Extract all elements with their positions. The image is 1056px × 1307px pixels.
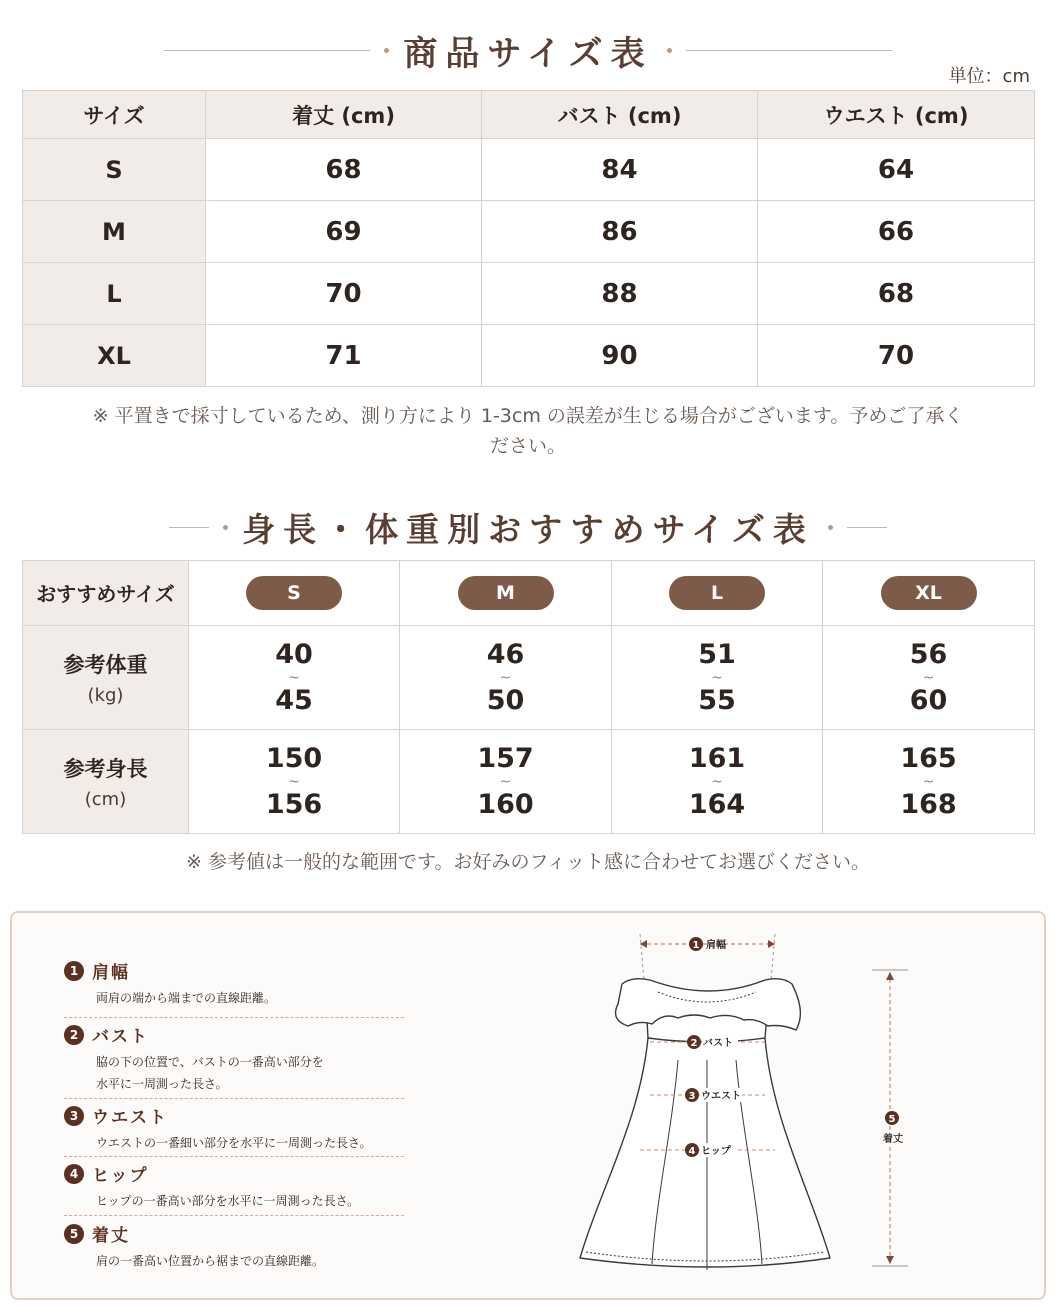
- size-pill: XL: [881, 576, 977, 610]
- number-badge: 3: [64, 1106, 84, 1126]
- badge-number: 1: [692, 940, 700, 951]
- range-min: 51: [698, 638, 736, 670]
- unit-label: 単位：cm: [948, 66, 1030, 87]
- waist-cell: 64: [758, 139, 1035, 201]
- size-table: [22, 90, 1035, 387]
- range-min: 165: [900, 742, 957, 774]
- recommend-header-label: おすすめサイズ: [36, 582, 175, 606]
- badge-number: 4: [688, 1146, 696, 1157]
- guide-item-desc-line: 水平に一周測った長さ。: [96, 1077, 228, 1091]
- weight-range-cell: [400, 626, 612, 730]
- guide-item-length: [64, 1221, 404, 1272]
- range-min: 157: [477, 742, 534, 774]
- length-cell: 68: [206, 139, 482, 201]
- guide-item-desc: 肩の一番高い位置から裾までの直線距離。: [96, 1254, 325, 1268]
- size-pill-cell: [823, 561, 1035, 626]
- dress-outline: [580, 979, 830, 1267]
- range-max: 160: [477, 788, 534, 820]
- size-chart-note-line1: ※ 平置きで採寸しているため、測り方により 1-3cm の誤差が生じる場合がございます。予めご了承く: [92, 405, 964, 427]
- size-table-header-row: [23, 91, 1035, 139]
- tilde-glyph: ~: [499, 773, 512, 790]
- range-min: 40: [275, 638, 313, 670]
- title-divider-right: [847, 527, 887, 528]
- weight-label-cell: [23, 626, 189, 730]
- title-divider-left: [169, 527, 209, 528]
- tilde-glyph: ~: [288, 773, 300, 790]
- range-max: 60: [909, 684, 948, 716]
- recommend-header-label-cell: [23, 561, 189, 626]
- size-chart-note: [40, 401, 1016, 461]
- recommend-title: 身長・体重別おすすめサイズ表: [242, 510, 814, 549]
- recommend-note: ※ 参考値は一般的な範囲です。お好みのフィット感に合わせてお選びください。: [186, 851, 870, 873]
- tilde-glyph: ~: [711, 669, 723, 686]
- title-divider-right: [686, 50, 892, 51]
- tilde-glyph: ~: [499, 669, 512, 686]
- size-pill: L: [669, 576, 765, 610]
- bust-cell: 88: [482, 263, 758, 325]
- diagram-label-bust: バスト: [703, 1038, 733, 1049]
- badge-number: 3: [688, 1091, 696, 1102]
- size-chart-note-line2: ださい。: [489, 435, 566, 457]
- recommend-table: [22, 560, 1035, 834]
- weight-unit: (kg): [87, 685, 124, 706]
- diagram-label-shoulder: 肩幅: [706, 940, 726, 951]
- guide-item-hip: [64, 1161, 404, 1212]
- dress-diagram: [560, 920, 940, 1290]
- range-max: 50: [486, 684, 525, 716]
- title-dot: [667, 48, 672, 53]
- title-dot: [384, 48, 389, 53]
- guide-item-title: ヒップ: [92, 1166, 149, 1186]
- number-badge: 5: [64, 1224, 84, 1244]
- range-min: 56: [909, 638, 948, 670]
- number-badge: 4: [64, 1164, 84, 1184]
- recommend-title-row: [0, 504, 1056, 551]
- header-cell: ウエスト (cm): [758, 91, 1035, 139]
- height-range-cell: [400, 730, 612, 834]
- waist-cell: 70: [758, 325, 1035, 387]
- table-row: [23, 263, 1035, 325]
- header-cell: 着丈 (cm): [206, 91, 482, 139]
- guide-item-title: ウエスト: [92, 1108, 168, 1128]
- range-max: 55: [698, 684, 736, 716]
- height-range-cell: [189, 730, 400, 834]
- weight-range-cell: [612, 626, 823, 730]
- table-row: [23, 626, 1035, 730]
- size-pill-cell: [400, 561, 612, 626]
- height-label-cell: [23, 730, 189, 834]
- range-max: 164: [688, 788, 746, 820]
- header-cell: サイズ: [23, 91, 206, 139]
- table-row: [23, 201, 1035, 263]
- guide-item-desc: ウエストの一番細い部分を水平に一周測った長さ。: [96, 1136, 372, 1150]
- header-cell: バスト (cm): [482, 91, 758, 139]
- guide-item-desc: ヒップの一番高い部分を水平に一周測った長さ。: [96, 1194, 360, 1208]
- diagram-label-length: 着丈: [883, 1134, 903, 1145]
- bust-cell: 86: [482, 201, 758, 263]
- tilde-glyph: ~: [922, 773, 935, 790]
- guide-item-desc-line: 脇の下の位置で、バストの一番高い部分を: [96, 1055, 324, 1069]
- guide-divider: [64, 1215, 404, 1216]
- height-label: 参考身長: [63, 757, 148, 781]
- size-chart-title: 商品サイズ表: [403, 34, 653, 74]
- size-cell: L: [23, 263, 206, 325]
- title-dot: [828, 525, 833, 530]
- range-min: 46: [486, 638, 525, 670]
- length-measure: [872, 970, 908, 1266]
- range-min: 161: [688, 742, 746, 774]
- size-cell: XL: [23, 325, 206, 387]
- bust-cell: 84: [482, 139, 758, 201]
- length-cell: 69: [206, 201, 482, 263]
- guide-item-desc: [96, 1051, 404, 1095]
- guide-divider: [64, 1098, 404, 1099]
- weight-label: 参考体重: [63, 653, 148, 677]
- length-cell: 71: [206, 325, 482, 387]
- range-min: 150: [265, 742, 323, 774]
- badge-number: 5: [888, 1114, 896, 1125]
- size-pill: M: [458, 576, 554, 610]
- size-pill-cell: [612, 561, 823, 626]
- length-cell: 70: [206, 263, 482, 325]
- guide-item-title: 着丈: [92, 1226, 130, 1246]
- waist-cell: 66: [758, 201, 1035, 263]
- range-max: 45: [275, 684, 313, 716]
- number-badge: 1: [64, 961, 84, 981]
- badge-number: 2: [690, 1038, 698, 1049]
- diagram-label-waist: ウエスト: [701, 1091, 741, 1102]
- table-row: [23, 730, 1035, 834]
- size-chart-title-row: [0, 26, 1056, 75]
- guide-divider: [64, 1017, 404, 1018]
- guide-item-shoulder: [64, 958, 404, 1009]
- number-badge: 2: [64, 1025, 84, 1045]
- weight-range-cell: [823, 626, 1035, 730]
- table-row: [23, 139, 1035, 201]
- height-range-cell: [823, 730, 1035, 834]
- guide-item-title: 肩幅: [92, 963, 130, 983]
- size-pill-cell: [189, 561, 400, 626]
- waist-cell: 68: [758, 263, 1035, 325]
- title-dot: [223, 525, 228, 530]
- height-unit: (cm): [84, 789, 127, 810]
- tilde-glyph: ~: [711, 773, 723, 790]
- tilde-glyph: ~: [922, 669, 935, 686]
- guide-item-waist: [64, 1103, 404, 1154]
- size-cell: M: [23, 201, 206, 263]
- guide-item-bust: [64, 1022, 404, 1095]
- weight-range-cell: [189, 626, 400, 730]
- title-divider-left: [164, 50, 370, 51]
- table-row: [23, 325, 1035, 387]
- tilde-glyph: ~: [288, 669, 300, 686]
- shoulder-measure: [640, 934, 775, 980]
- size-pill: S: [246, 576, 342, 610]
- guide-item-desc: 両肩の端から端までの直線距離。: [96, 991, 277, 1005]
- guide-item-title: バスト: [92, 1027, 149, 1047]
- size-cell: S: [23, 139, 206, 201]
- diagram-label-hip: ヒップ: [701, 1146, 731, 1157]
- guide-divider: [64, 1156, 404, 1157]
- range-max: 156: [265, 788, 323, 820]
- bust-cell: 90: [482, 325, 758, 387]
- height-range-cell: [612, 730, 823, 834]
- range-max: 168: [900, 788, 957, 820]
- table-row: [23, 561, 1035, 626]
